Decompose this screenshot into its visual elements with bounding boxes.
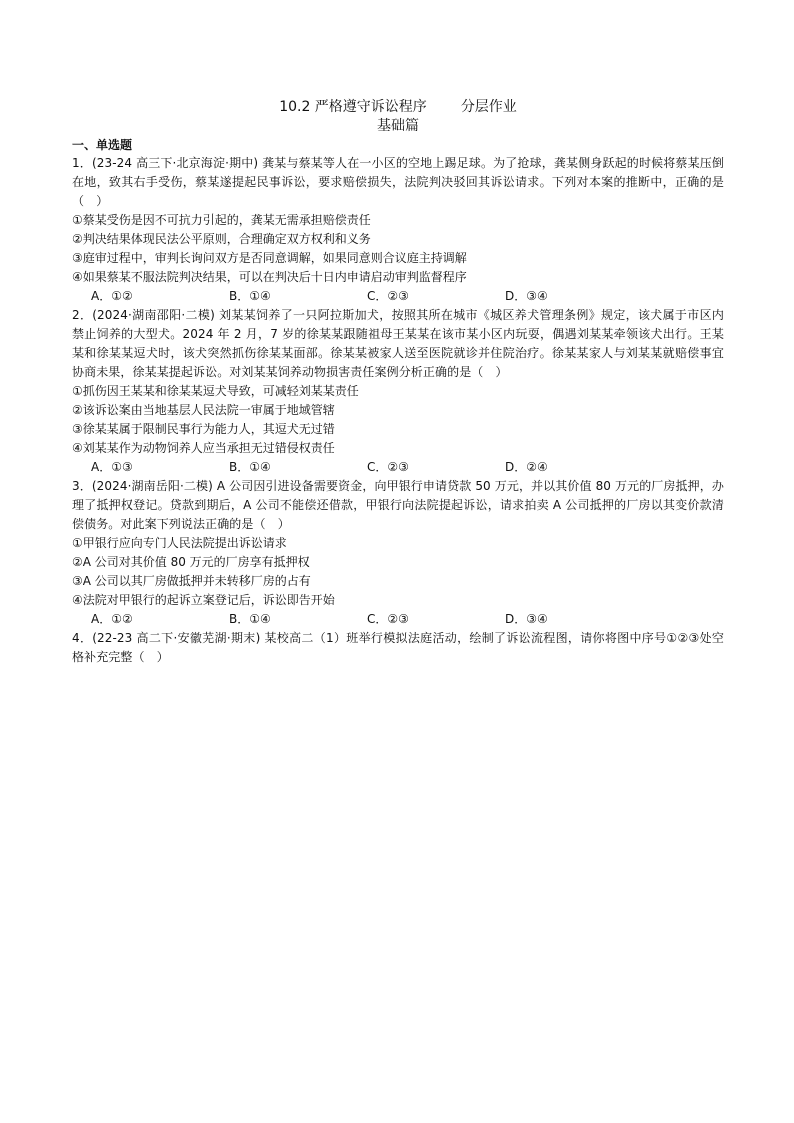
statement-option: ④刘某某作为动物饲养人应当承担无过错侵权责任	[72, 441, 335, 455]
choice-a[interactable]: A．①②	[91, 612, 133, 626]
question-4	[72, 629, 724, 667]
statement-option: ③庭审过程中，审判长询问双方是否同意调解，如果同意则合议庭主持调解	[72, 251, 467, 265]
statement-option: ④法院对甲银行的起诉立案登记后，诉讼即告开始	[72, 593, 335, 607]
title-main: 10.2 严格遵守诉讼程序	[279, 99, 427, 115]
question-3	[72, 477, 724, 629]
question-1	[72, 154, 724, 306]
question-stem: 2．(2024·湖南邵阳·二模) 刘某某饲养了一只阿拉斯加犬，按照其所在城市《城区养犬管理条例》规定，该犬属于市区内禁止饲养的大型犬。2024 年 2 月，7 岁的徐某某跟随祖母王某某在该市某小区内玩耍，偶遇刘某某牵领该犬出行。王某某和徐某某逗犬时，该犬突然抓伤徐某某面部。徐某某被家人送至医院就诊并住院治疗。徐某某家人与刘某某就赔偿事宜协商未果，徐某某提起诉讼。对刘某某饲养动物损害责任案例分析正确的是（ ）	[72, 308, 724, 379]
choice-b[interactable]: B．①④	[229, 612, 271, 626]
choice-d[interactable]: D．②④	[505, 460, 548, 474]
statement-option: ④如果蔡某不服法院判决结果，可以在判决后十日内申请启动审判监督程序	[72, 270, 467, 284]
answer-choices	[72, 458, 724, 477]
statement-option: ①蔡某受伤是因不可抗力引起的，龚某无需承担赔偿责任	[72, 213, 371, 227]
choice-b[interactable]: B．①④	[229, 460, 271, 474]
question-stem: 1．(23-24 高三下·北京海淀·期中) 龚某与蔡某等人在一小区的空地上踢足球。为了抢球，龚某侧身跃起的时候将蔡某压倒在地，致其右手受伤，蔡某遂提起民事诉讼，要求赔偿损失，法院判决驳回其诉讼请求。下列对本案的推断中，正确的是（ ）	[72, 156, 724, 208]
question-2	[72, 306, 724, 477]
answer-choices	[72, 287, 724, 306]
worksheet-page	[72, 98, 724, 667]
statement-option: ③徐某某属于限制民事行为能力人，其逗犬无过错	[72, 422, 335, 436]
page-subtitle: 基础篇	[377, 118, 419, 134]
page-title	[72, 98, 724, 117]
statement-option: ③A 公司以其厂房做抵押并未转移厂房的占有	[72, 574, 311, 588]
choice-a[interactable]: A．①②	[91, 289, 133, 303]
choice-d[interactable]: D．③④	[505, 612, 548, 626]
choice-a[interactable]: A．①③	[91, 460, 133, 474]
choice-b[interactable]: B．①④	[229, 289, 271, 303]
choice-c[interactable]: C．②③	[367, 612, 409, 626]
choice-c[interactable]: C．②③	[367, 460, 409, 474]
answer-choices	[72, 610, 724, 629]
title-suffix: 分层作业	[460, 99, 517, 115]
choice-d[interactable]: D．③④	[505, 289, 548, 303]
statement-option: ②该诉讼案由当地基层人民法院一审属于地域管辖	[72, 403, 335, 417]
statement-option: ②判决结果体现民法公平原则，合理确定双方权利和义务	[72, 232, 371, 246]
choice-c[interactable]: C．②③	[367, 289, 409, 303]
question-stem: 4．(22-23 高二下·安徽芜湖·期末) 某校高二（1）班举行模拟法庭活动，绘制了诉讼流程图，请你将图中序号①②③处空格补充完整（ ）	[72, 631, 724, 664]
section-heading: 一、单选题	[72, 138, 133, 152]
statement-option: ①甲银行应向专门人民法院提出诉讼请求	[72, 536, 287, 550]
statement-option: ①抓伤因王某某和徐某某逗犬导致，可减轻刘某某责任	[72, 384, 359, 398]
question-stem: 3．(2024·湖南岳阳·二模) A 公司因引进设备需要资金，向甲银行申请贷款 50 万元，并以其价值 80 万元的厂房抵押，办理了抵押权登记。贷款到期后，A 公司不能偿还借款，甲银行向法院提起诉讼，请求拍卖 A 公司抵押的厂房以其变价款清偿债务。对此案下列说法正确的是（ ）	[72, 479, 724, 531]
statement-option: ②A 公司对其价值 80 万元的厂房享有抵押权	[72, 555, 310, 569]
